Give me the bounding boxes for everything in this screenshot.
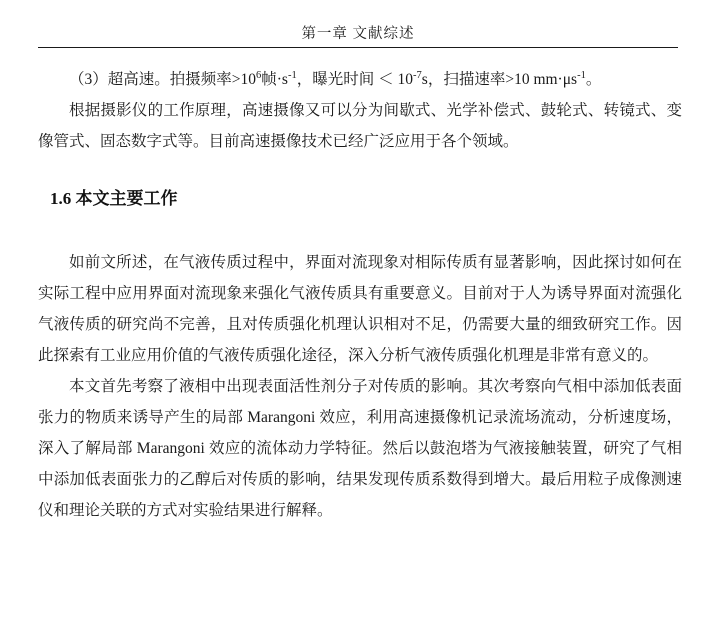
para1-mid-2: ，曝光时间 ＜ 10	[296, 71, 414, 88]
para1-sup-4: -1	[577, 69, 586, 81]
page-header: 第一章 文献综述	[301, 26, 415, 42]
paragraph-research-background: 如前文所述，在气液传质过程中，界面对流现象对相际传质有显著影响，因此探讨如何在实际工程中应用界面对流现象来强化气液传质具有重要意义。目前对于人为诱导界面对流强化气液传质的研究尚不完善，且对传质强化机理认识相对不足，仍需要大量的细致研究工作。因此探索有工业应用价值的气液传质强化途径，深入分析气液传质强化机理是非常有意义的。	[38, 254, 682, 364]
section-heading-main-work: 1.6 本文主要工作	[50, 189, 178, 208]
page-body	[38, 64, 682, 526]
para1-sup-1: 6	[256, 69, 262, 81]
para1-base-1: 10	[240, 71, 256, 88]
para1-mid-1: 帧·s	[261, 71, 288, 88]
section-spacer	[38, 213, 682, 247]
paragraph-high-speed-specs	[38, 64, 682, 95]
header-divider	[38, 47, 678, 48]
para1-sup-2: -1	[287, 69, 297, 81]
paragraph-research-content: 本文首先考察了液相中出现表面活性剂分子对传质的影响。其次考察向气相中添加低表面张力的物质来诱导产生的局部 Marangoni 效应，利用高速摄像机记录流场流动，分析速度场，深入了解局部 Marangoni 效应的流体动力学特征。然后以鼓泡塔为气液接触装置，研究了气相中添加低表面张力的乙醇后对传质的影响，结果发现传质系数得到增大。最后用粒子成像测速仪和理论关联的方式对实验结果进行解释。	[38, 378, 682, 519]
para1-sup-3: -7	[413, 69, 422, 81]
para1-pre-text: （3）超高速。拍摄频率>	[69, 71, 241, 88]
para1-end-text: 。	[585, 71, 602, 88]
para1-mid-3: s，扫描速率>10 mm·μs	[421, 71, 578, 88]
paragraph-camera-types: 根据摄影仪的工作原理，高速摄像又可以分为间歇式、光学补偿式、鼓轮式、转镜式、变像管式、固态数字式等。目前高速摄像技术已经广泛应用于各个领域。	[38, 102, 682, 150]
